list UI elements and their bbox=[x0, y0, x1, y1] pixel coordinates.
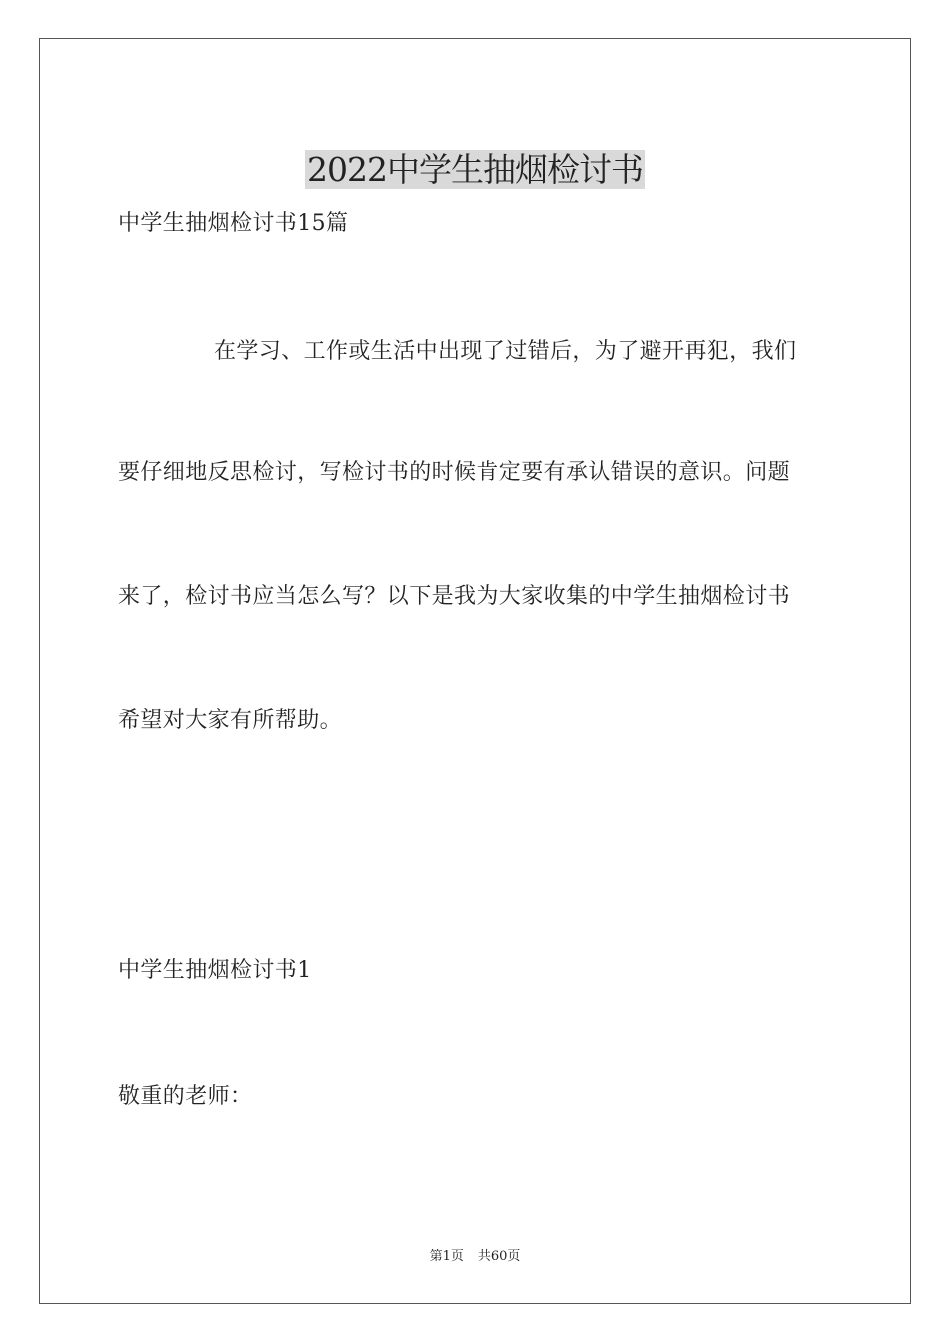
document-title-text: 2022中学生抽烟检讨书 bbox=[307, 150, 643, 190]
intro-line-2: 要仔细地反思检讨，写检讨书的时候肯定要有承认错误的意识。问题 bbox=[118, 460, 791, 485]
document-subtitle: 中学生抽烟检讨书15篇 bbox=[118, 211, 349, 236]
page-total: 共60页 bbox=[477, 1249, 521, 1264]
intro-line-4: 希望对大家有所帮助。 bbox=[118, 708, 343, 733]
document-title bbox=[0, 148, 950, 192]
intro-line-1: 在学习、工作或生活中出现了过错后，为了避开再犯，我们 bbox=[214, 339, 797, 364]
page-footer bbox=[0, 1248, 950, 1266]
salutation: 敬重的老师： bbox=[118, 1084, 253, 1109]
section-heading: 中学生抽烟检讨书1 bbox=[118, 958, 312, 983]
intro-line-3: 来了，检讨书应当怎么写？以下是我为大家收集的中学生抽烟检讨书 bbox=[118, 584, 791, 609]
page-number: 第1页 bbox=[429, 1249, 464, 1264]
